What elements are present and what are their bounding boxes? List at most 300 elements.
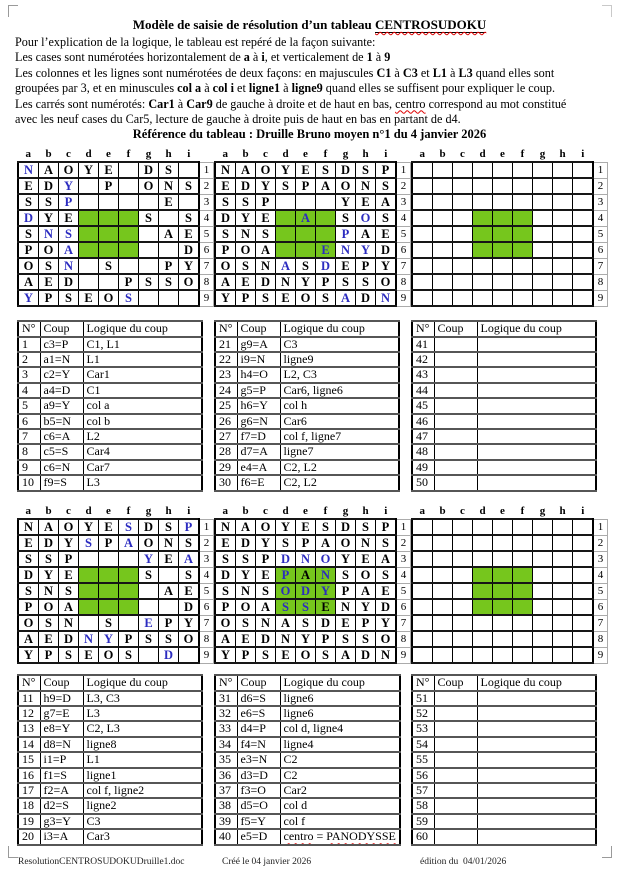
move-logic: Car4 <box>83 444 202 459</box>
moves-table-31-40 <box>214 674 401 846</box>
grid-cell: Y <box>236 210 256 226</box>
move-logic: Car3 <box>83 829 202 844</box>
move-number: 49 <box>412 460 434 475</box>
move-logic: Car1 <box>83 367 202 382</box>
grid-cell: Y <box>376 615 397 631</box>
grid-col-label: a <box>222 505 228 517</box>
grid-cell <box>473 583 493 599</box>
grid-col-label: a <box>419 148 425 160</box>
move-logic <box>477 829 596 844</box>
grid-col-label: f <box>323 505 328 517</box>
text-run: quand elles se suffisent pour expliquer le coup. <box>322 81 556 96</box>
grid-cell: E <box>39 631 59 647</box>
grid-cell <box>79 178 99 194</box>
move-number: 60 <box>412 829 434 844</box>
move-coup <box>434 352 477 367</box>
grid-cell: O <box>336 178 356 194</box>
grid-cell <box>493 615 513 631</box>
grid-cell <box>553 583 573 599</box>
grid-cell: D <box>39 178 59 194</box>
move-number: 42 <box>412 352 434 367</box>
move-number: 41 <box>412 337 434 352</box>
grid-cell <box>493 178 513 194</box>
grid-cell <box>99 599 119 615</box>
grid-cell: O <box>215 258 236 274</box>
grid-cell: P <box>99 535 119 551</box>
grid-cell: P <box>99 178 119 194</box>
move-number: 3 <box>18 367 40 382</box>
grid-cell: O <box>336 535 356 551</box>
grid-cell <box>453 647 473 663</box>
move-row <box>18 383 202 398</box>
grid-cell: A <box>39 162 59 178</box>
grid-cell: S <box>316 162 336 178</box>
grid-cell <box>473 194 493 210</box>
move-logic: ligne1 <box>83 768 202 783</box>
move-logic: ligne7 <box>280 444 399 459</box>
move-logic: C3 <box>83 814 202 829</box>
move-coup <box>434 383 477 398</box>
moves-table-41-50 <box>411 320 597 492</box>
grid-cell <box>513 647 533 663</box>
grid-cell: E <box>215 535 236 551</box>
grid-cell: S <box>236 258 256 274</box>
grid-corner-spacer <box>199 505 214 519</box>
grid-cell <box>453 290 473 306</box>
grid-cell: N <box>159 178 179 194</box>
intro-line <box>15 50 611 65</box>
grid-cell: D <box>59 631 79 647</box>
grid-cell <box>493 274 513 290</box>
grid-row-label: 2 <box>199 535 214 551</box>
grid-cell: E <box>256 210 276 226</box>
grid-cell: D <box>336 519 356 535</box>
grid-cell: A <box>18 274 39 290</box>
grid-cell <box>553 274 573 290</box>
grid-cell: S <box>336 210 356 226</box>
move-number: 29 <box>215 460 237 475</box>
grid-row-label: 5 <box>593 583 608 599</box>
grid-col-label: i <box>384 148 388 160</box>
grid-cell: N <box>59 258 79 274</box>
grid-cell: A <box>159 226 179 242</box>
grid-cell: A <box>336 647 356 663</box>
grid-cell: D <box>215 567 236 583</box>
grid-cell <box>433 226 453 242</box>
move-logic: Car2 <box>280 783 400 798</box>
grid-cell <box>533 290 553 306</box>
grid-cell: S <box>256 290 276 306</box>
move-logic: col f <box>280 814 400 829</box>
grid-cell <box>453 615 473 631</box>
grid-cell: S <box>376 210 397 226</box>
move-row <box>412 383 596 398</box>
grid-cell <box>473 258 493 274</box>
move-number: 45 <box>412 398 434 413</box>
grid-cell: A <box>256 599 276 615</box>
grid-cell <box>553 647 573 663</box>
grid-col-label: i <box>187 505 191 517</box>
grid-cell <box>453 210 473 226</box>
grid-row-label: 8 <box>396 274 411 290</box>
grid-cell: S <box>139 567 159 583</box>
move-table-header: N° <box>215 321 237 337</box>
move-row <box>215 352 399 367</box>
grid-cell <box>573 258 594 274</box>
grid-cell: D <box>139 519 159 535</box>
move-row <box>215 783 400 798</box>
move-logic <box>477 383 596 398</box>
grid-cell <box>573 583 594 599</box>
grid-col-label: g <box>145 505 152 517</box>
move-coup: c6=A <box>40 429 83 444</box>
grid-row-label: 9 <box>593 647 608 663</box>
grid-cell: S <box>236 615 256 631</box>
grid-cell: O <box>316 551 336 567</box>
grid-cell: A <box>256 242 276 258</box>
grid-cell: Y <box>18 290 39 306</box>
grid-cell <box>119 210 139 226</box>
grid-cell <box>412 242 433 258</box>
move-number: 27 <box>215 429 237 444</box>
move-row <box>412 829 596 844</box>
grid-cell <box>533 615 553 631</box>
grid-col-label: b <box>242 148 249 160</box>
grid-cell: A <box>316 535 336 551</box>
text-run: Car1 <box>148 96 175 111</box>
grid-cell <box>553 242 573 258</box>
grid-cell <box>412 194 433 210</box>
grid-cell: Y <box>256 535 276 551</box>
grid-cell <box>79 583 99 599</box>
grid-cell <box>513 631 533 647</box>
move-coup <box>434 706 477 721</box>
grid-cell <box>473 210 493 226</box>
grid-cell: E <box>376 226 397 242</box>
move-logic <box>477 460 596 475</box>
grid-cell: N <box>276 274 296 290</box>
grid-cell <box>433 583 453 599</box>
grid-cell: S <box>18 583 39 599</box>
move-number: 55 <box>412 752 434 767</box>
grid-cell: D <box>236 178 256 194</box>
move-row <box>412 414 596 429</box>
grid-cell <box>119 583 139 599</box>
grid-col-label: f <box>323 148 328 160</box>
move-coup: e8=Y <box>40 721 83 736</box>
grid-cell <box>533 210 553 226</box>
grid-cell: E <box>376 583 397 599</box>
grid-cell <box>79 226 99 242</box>
grid-cell <box>553 631 573 647</box>
grid-row-label: 2 <box>199 178 214 194</box>
grid-cell: E <box>356 551 376 567</box>
grid-cell <box>553 162 573 178</box>
grid-cell <box>433 599 453 615</box>
grid-cell: S <box>316 519 336 535</box>
grid-cell <box>179 162 200 178</box>
grid-cell <box>533 599 553 615</box>
grid-cell: P <box>376 162 397 178</box>
move-number: 22 <box>215 352 237 367</box>
grid-cell <box>513 210 533 226</box>
move-row <box>215 814 400 829</box>
grid-cell: O <box>179 274 200 290</box>
grid-cell <box>493 647 513 663</box>
grid-row-label: 6 <box>593 242 608 258</box>
grid-cell: D <box>256 274 276 290</box>
grid-cell <box>493 242 513 258</box>
move-coup: d3=D <box>237 768 280 783</box>
grid-cell <box>573 274 594 290</box>
grid-col-label: b <box>45 505 52 517</box>
move-number: 10 <box>18 475 40 490</box>
grid-row-label: 3 <box>396 194 411 210</box>
grid-row-label: 9 <box>396 290 411 306</box>
grid-cell: P <box>276 567 296 583</box>
move-row <box>215 414 399 429</box>
grid-cell: Y <box>18 647 39 663</box>
text-run: 1 <box>366 50 373 65</box>
move-coup: e5=D <box>237 829 280 844</box>
grid-cell: A <box>316 178 336 194</box>
grid-cell <box>453 274 473 290</box>
move-row <box>412 337 596 352</box>
move-number: 15 <box>18 752 40 767</box>
grid-cell: P <box>296 178 316 194</box>
move-logic: L3 <box>83 706 202 721</box>
grid-cell: P <box>256 551 276 567</box>
grid-cell <box>573 615 594 631</box>
grid-cell <box>533 535 553 551</box>
move-logic <box>477 768 596 783</box>
grid-cell <box>296 226 316 242</box>
grid-cell <box>433 647 453 663</box>
grid-cell: N <box>296 551 316 567</box>
move-coup: h6=Y <box>237 398 280 413</box>
grid-cell <box>433 210 453 226</box>
move-coup <box>434 475 477 490</box>
grid-cell <box>453 535 473 551</box>
grid-cell: D <box>276 551 296 567</box>
intro-line <box>15 35 611 50</box>
grid-cell <box>159 242 179 258</box>
move-logic <box>477 475 596 490</box>
grid-cell: P <box>39 290 59 306</box>
move-logic: Car6, ligne6 <box>280 383 399 398</box>
move-row <box>215 721 400 736</box>
grid-col-label: g <box>539 148 546 160</box>
grid-col-label: i <box>187 148 191 160</box>
move-table-header: Coup <box>434 321 477 337</box>
text-run: et <box>234 81 249 96</box>
text-run: , et verticalement de <box>264 50 367 65</box>
grid-cell <box>453 226 473 242</box>
text-run: quand elles sont <box>472 65 555 80</box>
grid-cell <box>533 178 553 194</box>
grid-cell <box>473 615 493 631</box>
grid-cell: E <box>336 615 356 631</box>
move-coup: d8=N <box>40 737 83 752</box>
grid-cell <box>139 599 159 615</box>
grid-cell <box>533 567 553 583</box>
grid-row-label: 6 <box>396 242 411 258</box>
grid-cell <box>573 178 594 194</box>
grid-cell: A <box>356 226 376 242</box>
move-table-header: N° <box>18 321 40 337</box>
grid-cell: O <box>139 178 159 194</box>
move-table-header: Logique du coup <box>280 321 399 337</box>
grid-col-label: h <box>165 148 172 160</box>
grid-cell: D <box>316 615 336 631</box>
grid-cell <box>553 567 573 583</box>
text-run: i <box>261 50 265 65</box>
grid-cell <box>513 194 533 210</box>
grid-cell: N <box>39 226 59 242</box>
grid-cell: O <box>276 583 296 599</box>
grid-cell: N <box>236 583 256 599</box>
grid-cell: N <box>59 615 79 631</box>
grid-cell: D <box>39 535 59 551</box>
grid-cell: S <box>139 274 159 290</box>
grid-cell <box>533 647 553 663</box>
grid-col-label: i <box>384 505 388 517</box>
grid-cell: D <box>59 274 79 290</box>
grid-cell <box>412 551 433 567</box>
text-run: CENTROSUDOKU <box>375 17 487 32</box>
grid-cell: Y <box>39 567 59 583</box>
grid-cell: N <box>18 519 39 535</box>
grid-col-label: b <box>242 505 249 517</box>
grid-cell: Y <box>59 178 79 194</box>
grid-cell: S <box>59 226 79 242</box>
grid-cell: N <box>39 583 59 599</box>
grid-cell: P <box>59 551 79 567</box>
grid-cell <box>473 567 493 583</box>
move-logic <box>477 367 596 382</box>
grid-cell <box>412 290 433 306</box>
grid-cell <box>412 258 433 274</box>
grid-cell: S <box>179 210 200 226</box>
margin-mark-top-right <box>602 5 612 17</box>
grid-cell: O <box>99 647 119 663</box>
grid-cell: P <box>215 599 236 615</box>
grid-row-label: 4 <box>396 567 411 583</box>
move-row <box>412 444 596 459</box>
move-coup <box>434 721 477 736</box>
grid-cell <box>553 258 573 274</box>
grid-cell <box>433 567 453 583</box>
grid-cell <box>453 567 473 583</box>
grid-cell: P <box>236 290 256 306</box>
grid-row-label: 8 <box>593 631 608 647</box>
move-number: 7 <box>18 429 40 444</box>
grid-cell <box>573 194 594 210</box>
reference-line: Référence du tableau : Druille Bruno moyen n°1 du 4 janvier 2026 <box>132 127 487 141</box>
grid-cell <box>533 519 553 535</box>
text-run: Les colonnes et les lignes sont numérotées de deux façons: en majuscules <box>15 65 377 80</box>
grid-cell <box>493 551 513 567</box>
text-run: à <box>174 96 187 111</box>
grid-cell: E <box>179 226 200 242</box>
move-logic: C3 <box>280 337 399 352</box>
move-logic: L2 <box>83 429 202 444</box>
grid-cell <box>453 599 473 615</box>
move-number: 4 <box>18 383 40 398</box>
move-number: 56 <box>412 768 434 783</box>
move-coup: a4=D <box>40 383 83 398</box>
move-logic: C2, L3 <box>83 721 202 736</box>
move-logic <box>477 352 596 367</box>
grid-cell: P <box>59 194 79 210</box>
move-coup <box>434 752 477 767</box>
move-coup: c6=N <box>40 460 83 475</box>
grid-cell: A <box>59 599 79 615</box>
grid-cell <box>99 242 119 258</box>
grid-cell: E <box>215 178 236 194</box>
grid-row-label: 3 <box>396 551 411 567</box>
grid-cell: P <box>356 615 376 631</box>
grid-cell <box>493 290 513 306</box>
grid-cell <box>493 599 513 615</box>
grid-cell <box>533 162 553 178</box>
grid-cell <box>433 631 453 647</box>
grid-cell: S <box>256 647 276 663</box>
move-number: 18 <box>18 798 40 813</box>
grid-cell: S <box>39 551 59 567</box>
grid-cell: S <box>119 647 139 663</box>
grid-row-label: 7 <box>396 615 411 631</box>
grid-top-right-table <box>411 148 608 307</box>
text-run: centro <box>283 829 314 844</box>
text-run: Les carrés sont numérotés: <box>15 96 149 111</box>
move-row <box>18 706 202 721</box>
grid-cell: Y <box>356 242 376 258</box>
grid-cell: E <box>296 162 316 178</box>
move-coup: d6=S <box>237 691 280 706</box>
move-coup: c3=P <box>40 337 83 352</box>
moves-table-21-30 <box>214 320 400 492</box>
grid-cell <box>573 519 594 535</box>
move-coup: g6=N <box>237 414 280 429</box>
grid-cell <box>139 226 159 242</box>
intro-line <box>15 81 611 96</box>
grid-cell: P <box>316 631 336 647</box>
move-number: 32 <box>215 706 237 721</box>
grid-cell <box>412 599 433 615</box>
grid-cell: D <box>296 583 316 599</box>
move-coup <box>434 398 477 413</box>
grid-cell: S <box>356 519 376 535</box>
grid-row-label: 4 <box>199 210 214 226</box>
grid-cell <box>513 242 533 258</box>
grid-cell: A <box>236 519 256 535</box>
grid-cell <box>573 162 594 178</box>
grid-cell: A <box>376 194 397 210</box>
grid-cell: O <box>99 290 119 306</box>
grid-cell: O <box>139 535 159 551</box>
intro-line <box>15 112 611 127</box>
grid-cell: N <box>276 631 296 647</box>
move-logic: col a <box>83 398 202 413</box>
move-row <box>215 367 399 382</box>
move-row <box>18 337 202 352</box>
grid-cell: E <box>236 274 256 290</box>
text-run: à <box>249 50 262 65</box>
move-logic: ligne8 <box>83 737 202 752</box>
move-row <box>18 475 202 490</box>
move-logic: L3, C3 <box>83 691 202 706</box>
